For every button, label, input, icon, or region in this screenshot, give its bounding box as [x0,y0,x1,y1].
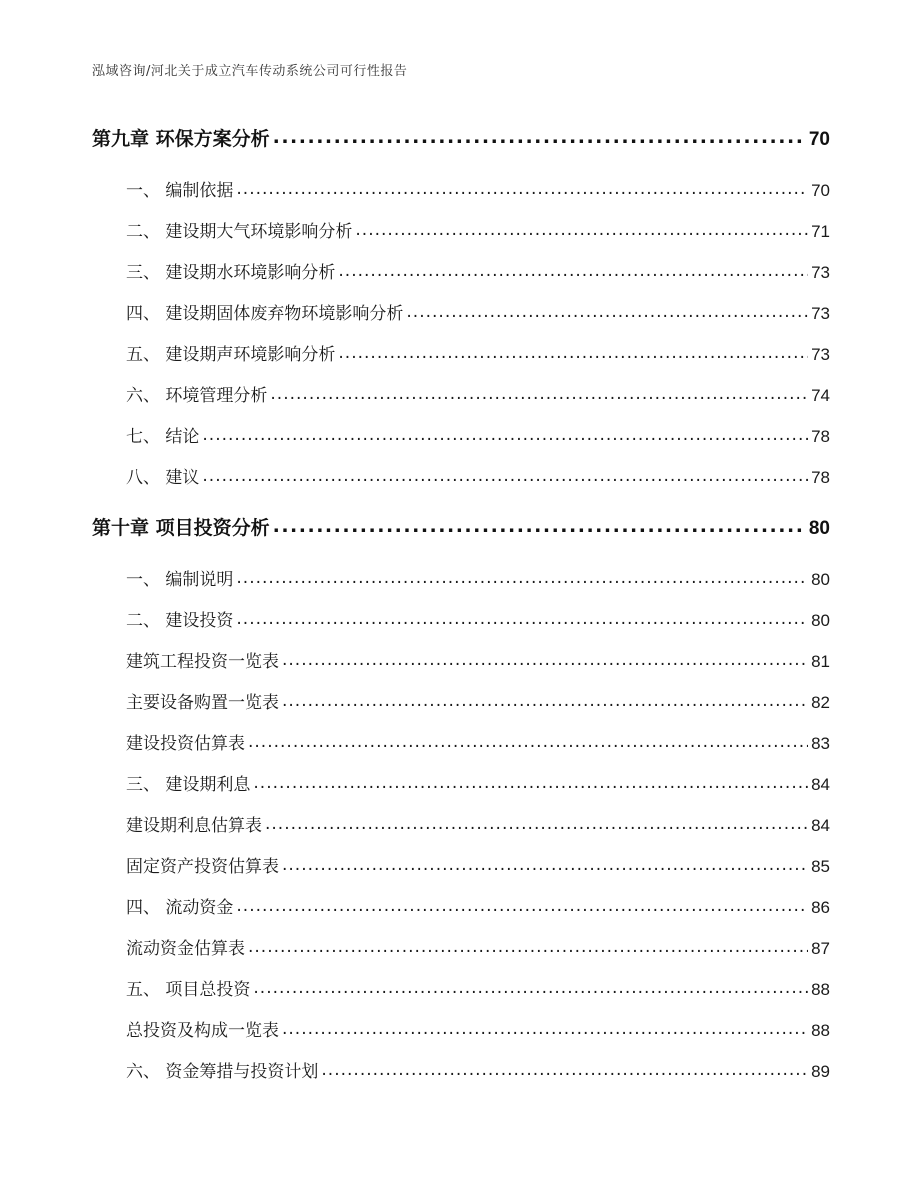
toc-entry-page: 78 [811,427,830,446]
toc-entry-label: 八、 建议 [126,468,200,488]
toc-entry-label: 三、 建设期水环境影响分析 [126,263,336,283]
dot-leader [406,302,808,319]
dot-leader [282,1019,808,1036]
toc-entry[interactable] [92,606,830,631]
dot-leader [248,937,808,954]
toc-entry-page: 89 [811,1062,830,1081]
toc-entry[interactable] [92,422,830,447]
toc-table-entry[interactable] [92,647,830,672]
dot-leader [236,179,808,196]
dot-leader [338,261,808,278]
dot-leader [270,384,808,401]
toc-entry-page: 85 [811,857,830,876]
dot-leader [236,568,808,585]
dot-leader [273,515,806,534]
toc-entry-page: 84 [811,775,830,794]
toc-entry-page: 74 [811,386,830,405]
toc-entry-label: 四、 流动资金 [126,898,234,918]
toc-table-entry[interactable] [92,729,830,754]
toc-entry-label: 建设期利息估算表 [126,816,262,836]
toc-entry[interactable] [92,463,830,488]
toc-entry[interactable] [92,893,830,918]
toc-entry-page: 87 [811,939,830,958]
toc-entry-page: 73 [811,263,830,282]
dot-leader [282,691,808,708]
toc-entry-page: 81 [811,652,830,671]
toc-entry-label: 建筑工程投资一览表 [126,652,279,672]
dot-leader [265,814,808,831]
toc-entry-label: 第九章 环保方案分析 [92,128,270,150]
toc-entry-page: 80 [811,611,830,630]
toc-entry-label: 五、 项目总投资 [126,980,251,1000]
toc-entry-label: 六、 资金筹措与投资计划 [126,1062,319,1082]
dot-leader [282,855,808,872]
toc-entry-label: 二、 建设期大气环境影响分析 [126,222,353,242]
running-header: 泓域咨询/河北关于成立汽车传动系统公司可行性报告 [92,64,408,79]
toc-entry-page: 70 [808,129,830,150]
toc-entry[interactable] [92,217,830,242]
toc-entry[interactable] [92,381,830,406]
toc-entry-label: 五、 建设期声环境影响分析 [126,345,336,365]
toc-entry-page: 88 [811,980,830,999]
dot-leader [236,896,808,913]
toc-chapter-10[interactable] [92,513,830,540]
toc-entry-page: 73 [811,304,830,323]
toc-entry-label: 主要设备购置一览表 [126,693,279,713]
toc-entry-page: 80 [808,518,830,539]
toc-entry-label: 第十章 项目投资分析 [92,517,270,539]
toc-entry-label: 总投资及构成一览表 [126,1021,279,1041]
toc-entry-page: 82 [811,693,830,712]
dot-leader [202,466,808,483]
toc-entry-page: 84 [811,816,830,835]
toc-table-entry[interactable] [92,688,830,713]
toc-entry-label: 固定资产投资估算表 [126,857,279,877]
dot-leader [202,425,808,442]
toc-entry[interactable] [92,1057,830,1082]
toc-entry-page: 88 [811,1021,830,1040]
dot-leader [321,1060,808,1077]
toc-entry-label: 一、 编制说明 [126,570,234,590]
toc-entry-label: 七、 结论 [126,427,200,447]
dot-leader [355,220,808,237]
toc-entry[interactable] [92,975,830,1000]
dot-leader [338,343,808,360]
toc-entry-page: 78 [811,468,830,487]
toc-entry[interactable] [92,770,830,795]
toc-entry-page: 70 [811,181,830,200]
toc-entry-page: 73 [811,345,830,364]
toc-entry-label: 流动资金估算表 [126,939,245,959]
dot-leader [253,773,808,790]
toc-entry-label: 四、 建设期固体废弃物环境影响分析 [126,304,404,324]
toc-table-entry[interactable] [92,934,830,959]
toc-table-entry[interactable] [92,811,830,836]
toc-entry[interactable] [92,176,830,201]
toc-entry[interactable] [92,565,830,590]
dot-leader [282,650,808,667]
toc-entry-label: 一、 编制依据 [126,181,234,201]
toc-entry-label: 六、 环境管理分析 [126,386,268,406]
toc-table-entry[interactable] [92,1016,830,1041]
dot-leader [236,609,808,626]
toc-entry-label: 三、 建设期利息 [126,775,251,795]
toc-entry[interactable] [92,299,830,324]
toc-entry-page: 71 [811,222,830,241]
dot-leader [273,126,806,145]
dot-leader [248,732,808,749]
toc-entry[interactable] [92,258,830,283]
toc-entry-page: 80 [811,570,830,589]
toc-entry-page: 83 [811,734,830,753]
dot-leader [253,978,808,995]
toc-table-entry[interactable] [92,852,830,877]
toc-entry[interactable] [92,340,830,365]
toc-entry-page: 86 [811,898,830,917]
toc-chapter-9[interactable] [92,124,830,151]
toc-entry-label: 二、 建设投资 [126,611,234,631]
toc-entry-label: 建设投资估算表 [126,734,245,754]
